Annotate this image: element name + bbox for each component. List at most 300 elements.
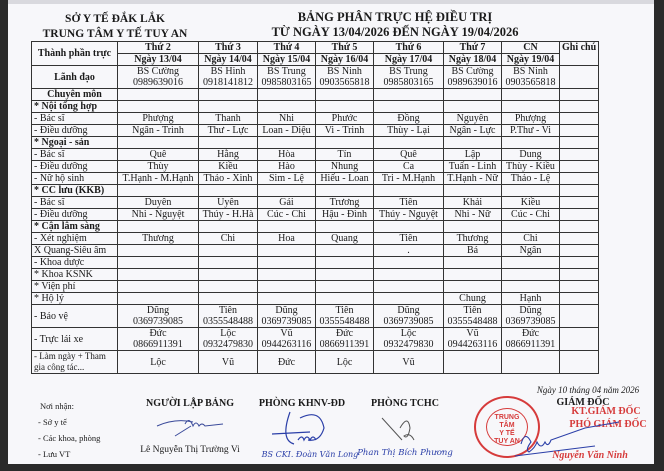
duty-cell: T.Hạnh - Nữ bbox=[444, 173, 502, 185]
note-cell bbox=[560, 257, 599, 269]
duty-cell: Nhi - Nguyệt bbox=[118, 209, 199, 221]
guard-phone: 0369739085 bbox=[261, 316, 312, 327]
duty-cell: Nguyên bbox=[444, 113, 502, 125]
table-row bbox=[32, 293, 599, 305]
leader-phone: 0989639016 bbox=[447, 77, 498, 88]
duty-cell bbox=[374, 137, 444, 149]
duty-cell: Gái bbox=[258, 197, 316, 209]
weekday-header: Thứ 6 bbox=[374, 42, 444, 54]
title-date-range: TỪ NGÀY 13/04/2026 ĐẾN NGÀY 19/04/2026 bbox=[271, 25, 519, 39]
date-header: Ngày 18/04 bbox=[444, 54, 502, 66]
khnv-signature-icon bbox=[270, 410, 340, 450]
duty-cell bbox=[199, 269, 258, 281]
duty-cell bbox=[118, 245, 199, 257]
leader-phone: 0989639016 bbox=[133, 77, 183, 88]
driver-name: Lộc bbox=[220, 328, 236, 339]
leader-cell bbox=[502, 66, 560, 89]
driver-phone: 0932479830 bbox=[383, 339, 434, 350]
row-label: X Quang-Siêu âm bbox=[32, 245, 118, 257]
duty-cell bbox=[502, 269, 560, 281]
duty-cell: Thùy - Lại bbox=[374, 125, 444, 137]
duty-cell bbox=[118, 221, 199, 233]
note-cell bbox=[560, 173, 599, 185]
recipient-item: - Sở y tế bbox=[38, 417, 67, 427]
guard-name: Dũng bbox=[397, 305, 420, 316]
driver-phone: 0944263116 bbox=[447, 339, 498, 350]
table-row bbox=[32, 221, 599, 233]
duty-schedule-table bbox=[31, 41, 599, 374]
note-cell bbox=[560, 101, 599, 113]
leader-name: BS Ninh bbox=[327, 66, 362, 77]
table-row bbox=[32, 209, 599, 221]
duty-cell: Hào bbox=[258, 161, 316, 173]
duty-cell: Ngân bbox=[502, 245, 560, 257]
duty-cell: Phượng bbox=[118, 113, 199, 125]
empty-cell bbox=[118, 89, 199, 101]
duty-cell: Vũ bbox=[199, 351, 258, 374]
weekday-header: Thứ 2 bbox=[118, 42, 199, 54]
table-row bbox=[32, 137, 599, 149]
duty-cell bbox=[444, 185, 502, 197]
duty-cell bbox=[199, 137, 258, 149]
table-row bbox=[32, 269, 599, 281]
leader-cell bbox=[444, 66, 502, 89]
duty-cell bbox=[502, 281, 560, 293]
driver-cell bbox=[199, 328, 258, 351]
duty-cell: Sim - Lệ bbox=[258, 173, 316, 185]
leader-cell bbox=[199, 66, 258, 89]
note-cell bbox=[560, 269, 599, 281]
duty-cell bbox=[258, 281, 316, 293]
duty-cell: Vũ bbox=[374, 351, 444, 374]
row-label: * Cận lâm sàng bbox=[32, 221, 118, 233]
org-parent: SỞ Y TẾ ĐẮK LẮK bbox=[65, 13, 165, 25]
note-cell bbox=[560, 137, 599, 149]
guard-cell bbox=[374, 305, 444, 328]
duty-cell: Thanh bbox=[199, 113, 258, 125]
duty-cell: Kiều bbox=[199, 161, 258, 173]
note-cell bbox=[560, 305, 599, 328]
duty-cell: Thúy - Nguyệt bbox=[374, 209, 444, 221]
scan-edge-left bbox=[0, 0, 8, 471]
empty-cell bbox=[502, 89, 560, 101]
duty-cell: Hạnh bbox=[502, 293, 560, 305]
leader-phone: 0918141812 bbox=[203, 77, 253, 88]
duty-cell: Nhi bbox=[258, 113, 316, 125]
note-cell bbox=[560, 125, 599, 137]
duty-cell bbox=[258, 221, 316, 233]
duty-cell bbox=[374, 281, 444, 293]
duty-cell bbox=[502, 185, 560, 197]
tchc-title: PHÒNG TCHC bbox=[371, 398, 439, 409]
table-row bbox=[32, 281, 599, 293]
date-header: Ngày 15/04 bbox=[258, 54, 316, 66]
duty-cell: Thảo - Lệ bbox=[502, 173, 560, 185]
empty-cell bbox=[258, 89, 316, 101]
duty-cell bbox=[502, 351, 560, 374]
duty-cell bbox=[444, 221, 502, 233]
stamp-text: Y TẾ bbox=[499, 430, 515, 437]
driver-phone: 0866911391 bbox=[133, 339, 183, 350]
duty-cell bbox=[374, 185, 444, 197]
duty-cell bbox=[258, 257, 316, 269]
guard-cell bbox=[502, 305, 560, 328]
duty-cell: Tuấn - Linh bbox=[444, 161, 502, 173]
duty-cell bbox=[199, 281, 258, 293]
duty-cell bbox=[444, 101, 502, 113]
note-cell bbox=[560, 197, 599, 209]
duty-cell bbox=[199, 293, 258, 305]
preparer-name: Lê Nguyễn Thị Trường Vi bbox=[140, 445, 240, 455]
duty-cell bbox=[199, 101, 258, 113]
document-title bbox=[230, 10, 560, 40]
corner-header: Thành phần trực bbox=[32, 42, 118, 66]
leader-name: BS Cường bbox=[136, 66, 180, 77]
guard-cell bbox=[444, 305, 502, 328]
duty-cell: Uyên bbox=[199, 197, 258, 209]
row-label: - Xét nghiệm bbox=[32, 233, 118, 245]
leader-phone: 0985803165 bbox=[383, 77, 434, 88]
duty-cell: Quang bbox=[316, 233, 374, 245]
duty-cell bbox=[258, 269, 316, 281]
duty-cell bbox=[258, 137, 316, 149]
table-row bbox=[32, 233, 599, 245]
duty-cell: Hoa bbox=[258, 233, 316, 245]
duty-cell: Cúc - Chi bbox=[502, 209, 560, 221]
duty-cell: Ca bbox=[374, 161, 444, 173]
stamp-text: TUY AN bbox=[494, 438, 520, 445]
date-header: Ngày 13/04 bbox=[118, 54, 199, 66]
duty-cell bbox=[316, 293, 374, 305]
leader-cell bbox=[316, 66, 374, 89]
guard-name: Tiên bbox=[219, 305, 237, 316]
empty-cell bbox=[374, 89, 444, 101]
driver-phone: 0944263116 bbox=[261, 339, 312, 350]
row-label: * Hộ lý bbox=[32, 293, 118, 305]
guard-phone: 0369739085 bbox=[133, 316, 183, 327]
duty-cell bbox=[374, 269, 444, 281]
duty-cell: Thư - Lực bbox=[199, 125, 258, 137]
driver-cell bbox=[444, 328, 502, 351]
duty-cell: Chung bbox=[444, 293, 502, 305]
duty-cell: Tiên bbox=[374, 233, 444, 245]
guard-name: Dũng bbox=[519, 305, 542, 316]
header-row-weekday bbox=[32, 42, 599, 54]
title-main: BẢNG PHÂN TRỰC HỆ ĐIỀU TRỊ bbox=[297, 10, 493, 24]
recipient-item: - Lưu VT bbox=[38, 449, 71, 459]
duty-cell bbox=[199, 221, 258, 233]
duty-cell: Quê bbox=[374, 149, 444, 161]
duty-cell: Thương bbox=[118, 233, 199, 245]
leader-cell bbox=[118, 66, 199, 89]
table-row bbox=[32, 197, 599, 209]
duty-cell: Trương bbox=[316, 197, 374, 209]
driver-name: Đức bbox=[521, 328, 540, 339]
deputy-line1: KT.GIÁM ĐỐC bbox=[571, 406, 641, 417]
note-cell bbox=[560, 209, 599, 221]
driver-phone: 0866911391 bbox=[505, 339, 556, 350]
empty-cell bbox=[199, 89, 258, 101]
signing-date: Ngày 10 tháng 04 năm 2026 bbox=[536, 385, 640, 395]
director-title: GIÁM ĐỐC bbox=[556, 397, 610, 408]
tchc-signature-icon bbox=[380, 410, 430, 446]
weekday-header: Thứ 4 bbox=[258, 42, 316, 54]
tchc-name: Phan Thị Bích Phương bbox=[357, 448, 453, 458]
guard-cell bbox=[199, 305, 258, 328]
duty-cell: Chi bbox=[199, 233, 258, 245]
duty-cell bbox=[316, 137, 374, 149]
table-row bbox=[32, 185, 599, 197]
note-cell bbox=[560, 221, 599, 233]
duty-cell bbox=[118, 185, 199, 197]
duty-cell bbox=[444, 281, 502, 293]
duty-cell: Lộc bbox=[118, 351, 199, 374]
table-row-driver bbox=[32, 328, 599, 351]
duty-cell: Ngân - Lực bbox=[444, 125, 502, 137]
duty-cell bbox=[316, 185, 374, 197]
weekday-header: CN bbox=[502, 42, 560, 54]
leader-phone: 0985803165 bbox=[261, 77, 312, 88]
duty-cell bbox=[502, 101, 560, 113]
leader-name: BS Trung bbox=[389, 66, 428, 77]
empty-cell bbox=[560, 89, 599, 101]
table-row-daywork bbox=[32, 351, 599, 374]
row-label: * Nội tổng hợp bbox=[32, 101, 118, 113]
note-cell bbox=[560, 281, 599, 293]
duty-cell bbox=[316, 269, 374, 281]
note-cell bbox=[560, 233, 599, 245]
duty-cell: T.Hạnh - M.Hạnh bbox=[118, 173, 199, 185]
duty-cell: Hiếu - Loan bbox=[316, 173, 374, 185]
duty-cell: Thúy - H.Hà bbox=[199, 209, 258, 221]
deputy-line2: PHÓ GIÁM ĐỐC bbox=[569, 419, 647, 430]
duty-cell bbox=[316, 101, 374, 113]
date-header: Ngày 17/04 bbox=[374, 54, 444, 66]
preparer-signature-icon bbox=[155, 414, 225, 438]
recipients-block bbox=[30, 398, 140, 462]
duty-cell bbox=[199, 185, 258, 197]
leader-cell bbox=[258, 66, 316, 89]
row-label: * Ngoại - sản bbox=[32, 137, 118, 149]
duty-cell: Kiều bbox=[502, 197, 560, 209]
duty-cell: Thảo - Xinh bbox=[199, 173, 258, 185]
weekday-header: Thứ 3 bbox=[199, 42, 258, 54]
duty-cell bbox=[118, 269, 199, 281]
guard-phone: 0369739085 bbox=[383, 316, 434, 327]
note-cell bbox=[560, 149, 599, 161]
guard-name: Tiên bbox=[463, 305, 482, 316]
stamp-text: TRUNG TÂM bbox=[494, 414, 520, 429]
note-cell bbox=[560, 185, 599, 197]
row-label-line: - Làm ngày + Tham bbox=[34, 351, 106, 361]
leader-name: BS Trung bbox=[267, 66, 306, 77]
duty-cell bbox=[444, 257, 502, 269]
duty-cell bbox=[374, 257, 444, 269]
director-name: Nguyễn Văn Ninh bbox=[552, 450, 628, 461]
duty-cell: Phượng bbox=[502, 113, 560, 125]
duty-cell bbox=[502, 221, 560, 233]
khnv-title: PHÒNG KHNV-ĐD bbox=[258, 398, 346, 409]
table-row-guard bbox=[32, 305, 599, 328]
date-header: Ngày 14/04 bbox=[199, 54, 258, 66]
duty-cell bbox=[316, 245, 374, 257]
row-label-line: gia công tác... bbox=[34, 362, 85, 372]
duty-cell: Thùy bbox=[118, 161, 199, 173]
row-label: - Điều dưỡng bbox=[32, 161, 118, 173]
duty-cell: Khải bbox=[444, 197, 502, 209]
empty-cell bbox=[316, 89, 374, 101]
duty-cell bbox=[316, 281, 374, 293]
guard-cell bbox=[316, 305, 374, 328]
duty-cell: P.Thư - Vi bbox=[502, 125, 560, 137]
driver-name: Đức bbox=[335, 328, 354, 339]
duty-cell bbox=[258, 293, 316, 305]
row-label: - Bác sĩ bbox=[32, 149, 118, 161]
note-cell bbox=[560, 66, 599, 89]
leader-name: BS Hinh bbox=[210, 66, 246, 77]
duty-cell: Hằng bbox=[199, 149, 258, 161]
duty-cell: Bá bbox=[444, 245, 502, 257]
duty-cell: Duyên bbox=[118, 197, 199, 209]
driver-name: Vũ bbox=[280, 328, 293, 339]
duty-cell: Hòa bbox=[258, 149, 316, 161]
duty-cell: Đồng bbox=[374, 113, 444, 125]
driver-name: Vũ bbox=[466, 328, 479, 339]
leader-phone: 0903565818 bbox=[319, 77, 370, 88]
recipient-item: - Các khoa, phòng bbox=[38, 433, 101, 443]
note-cell bbox=[560, 351, 599, 374]
row-label: - Bác sĩ bbox=[32, 197, 118, 209]
empty-cell bbox=[444, 89, 502, 101]
driver-phone: 0866911391 bbox=[319, 339, 370, 350]
leader-phone: 0903565818 bbox=[505, 77, 556, 88]
row-label: - Điều dưỡng bbox=[32, 209, 118, 221]
duty-cell bbox=[118, 257, 199, 269]
duty-cell: Chi bbox=[502, 233, 560, 245]
recipients-title: Nơi nhận: bbox=[40, 401, 75, 411]
duty-cell bbox=[316, 257, 374, 269]
duty-cell: Loan - Diệu bbox=[258, 125, 316, 137]
guard-phone: 0355548488 bbox=[447, 316, 498, 327]
duty-cell bbox=[444, 351, 502, 374]
guard-name: Dũng bbox=[275, 305, 298, 316]
driver-name: Đức bbox=[149, 328, 167, 339]
duty-cell: Thùy - Kiều bbox=[502, 161, 560, 173]
duty-cell: Vi - Trinh bbox=[316, 125, 374, 137]
duty-cell: . bbox=[374, 245, 444, 257]
duty-cell bbox=[258, 185, 316, 197]
duty-cell bbox=[118, 281, 199, 293]
note-cell bbox=[560, 293, 599, 305]
duty-cell: Lập bbox=[444, 149, 502, 161]
duty-cell bbox=[199, 257, 258, 269]
duty-cell bbox=[258, 101, 316, 113]
header-row-date bbox=[32, 54, 599, 66]
row-label: - Trực lái xe bbox=[32, 328, 118, 351]
row-label: - Bác sĩ bbox=[32, 113, 118, 125]
duty-cell: Nhung bbox=[316, 161, 374, 173]
row-label: Chuyên môn bbox=[32, 89, 118, 101]
duty-cell bbox=[374, 293, 444, 305]
table-row bbox=[32, 257, 599, 269]
driver-phone: 0932479830 bbox=[203, 339, 253, 350]
guard-phone: 0369739085 bbox=[505, 316, 556, 327]
row-label bbox=[32, 351, 118, 374]
table-row bbox=[32, 245, 599, 257]
table-row bbox=[32, 101, 599, 113]
duty-cell bbox=[199, 245, 258, 257]
duty-cell bbox=[502, 257, 560, 269]
duty-cell: Nhi - Nữ bbox=[444, 209, 502, 221]
khnv-name: BS CKI. Đoàn Văn Long bbox=[261, 450, 359, 459]
table-row bbox=[32, 173, 599, 185]
duty-cell bbox=[444, 137, 502, 149]
note-cell bbox=[560, 328, 599, 351]
duty-cell: Lộc bbox=[316, 351, 374, 374]
table-row bbox=[32, 125, 599, 137]
guard-name: Tiên bbox=[335, 305, 354, 316]
table-row bbox=[32, 161, 599, 173]
note-cell bbox=[560, 245, 599, 257]
guard-phone: 0355548488 bbox=[203, 316, 253, 327]
notes-header: Ghi chú bbox=[560, 42, 599, 66]
leader-cell bbox=[374, 66, 444, 89]
table-row bbox=[32, 113, 599, 125]
date-header: Ngày 19/04 bbox=[502, 54, 560, 66]
table-row-leadership bbox=[32, 66, 599, 89]
row-label: - Khoa dược bbox=[32, 257, 118, 269]
duty-cell bbox=[374, 101, 444, 113]
duty-cell bbox=[118, 137, 199, 149]
duty-cell bbox=[316, 221, 374, 233]
driver-cell bbox=[316, 328, 374, 351]
duty-cell bbox=[374, 221, 444, 233]
duty-cell: Tín bbox=[316, 149, 374, 161]
duty-cell bbox=[258, 245, 316, 257]
row-label: - Điều dưỡng bbox=[32, 125, 118, 137]
scan-edge-right bbox=[654, 0, 664, 471]
row-label: * Khoa KSNK bbox=[32, 269, 118, 281]
row-label: Lãnh đạo bbox=[32, 66, 118, 89]
row-label: - Bảo vệ bbox=[32, 305, 118, 328]
table-row bbox=[32, 149, 599, 161]
leader-name: BS Cường bbox=[451, 66, 494, 77]
duty-cell: Phước bbox=[316, 113, 374, 125]
guard-cell bbox=[118, 305, 199, 328]
guard-phone: 0355548488 bbox=[319, 316, 370, 327]
duty-cell: Cúc - Chi bbox=[258, 209, 316, 221]
duty-cell: Hậu - Đình bbox=[316, 209, 374, 221]
date-header: Ngày 16/04 bbox=[316, 54, 374, 66]
table-row-specialty bbox=[32, 89, 599, 101]
driver-cell bbox=[118, 328, 199, 351]
duty-cell: Dung bbox=[502, 149, 560, 161]
scan-edge-bottom bbox=[0, 464, 664, 471]
duty-cell: Tri - M.Hạnh bbox=[374, 173, 444, 185]
row-label: * Viện phí bbox=[32, 281, 118, 293]
org-name: TRUNG TÂM Y TẾ TUY AN bbox=[42, 28, 188, 40]
row-label: * CC lưu (KKB) bbox=[32, 185, 118, 197]
duty-cell bbox=[118, 293, 199, 305]
duty-cell bbox=[502, 137, 560, 149]
driver-cell bbox=[258, 328, 316, 351]
weekday-header: Thứ 5 bbox=[316, 42, 374, 54]
note-cell bbox=[560, 113, 599, 125]
row-label: - Nữ hộ sinh bbox=[32, 173, 118, 185]
driver-cell bbox=[374, 328, 444, 351]
organization-header bbox=[30, 12, 200, 42]
duty-cell bbox=[118, 101, 199, 113]
